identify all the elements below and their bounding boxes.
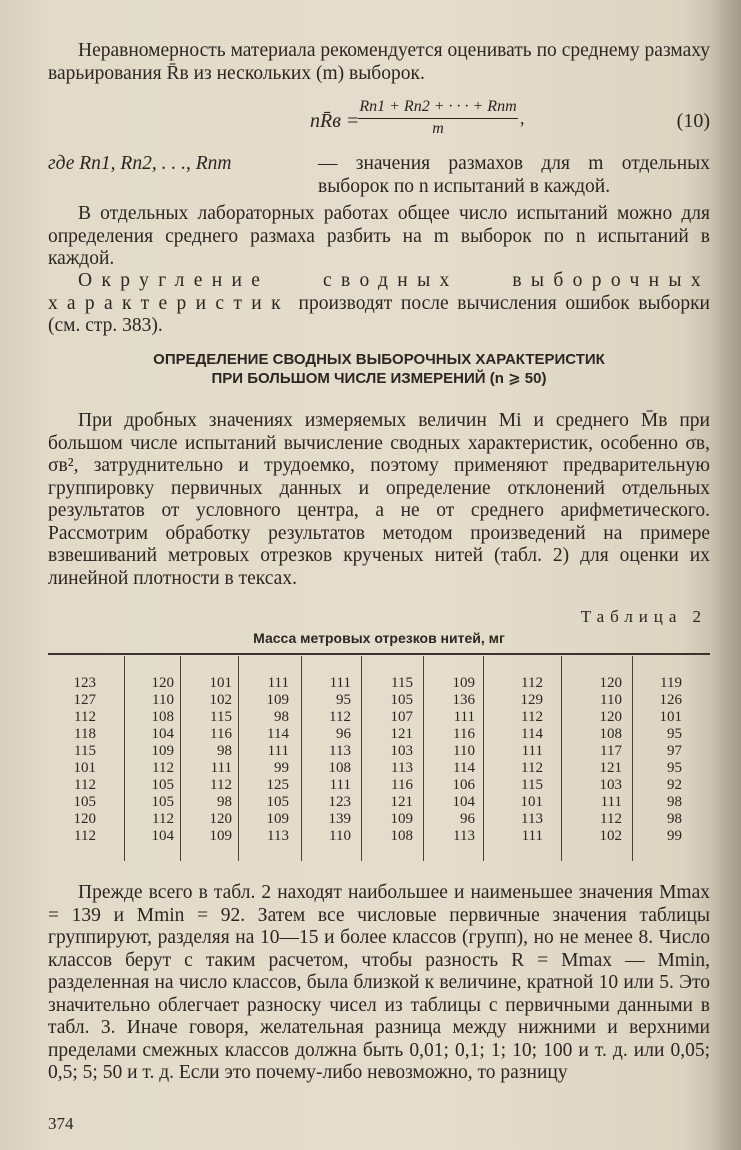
page-number: 374 [48, 1114, 74, 1133]
table-cell: 109 [266, 692, 289, 708]
formula-numerator: Rn1 + Rn2 + · · · + Rnm [358, 98, 518, 119]
table-cell: 120 [73, 811, 96, 827]
table-cell: 139 [328, 811, 351, 827]
table-cell: 112 [74, 709, 96, 725]
table-cell: 105 [151, 777, 174, 793]
table-cell: 99 [274, 760, 289, 776]
table-cell: 105 [73, 794, 96, 810]
table-column-1 [48, 675, 96, 845]
table-cell: 117 [600, 743, 622, 759]
column-rule [301, 656, 302, 861]
table-cell: 98 [274, 709, 289, 725]
table-cell: 109 [390, 811, 413, 827]
table-cell: 112 [210, 777, 232, 793]
table-column-5 [305, 675, 351, 845]
table-cell: 114 [453, 760, 475, 776]
table-column-3 [184, 675, 232, 845]
formula-lhs: nR̄в = [310, 110, 360, 132]
formula-terms: где Rn1, Rn2, . . ., Rnm [48, 153, 232, 174]
table-cell: 115 [391, 675, 413, 691]
formula-10 [48, 98, 710, 144]
table-column-10 [636, 675, 682, 845]
table-cell: 103 [599, 777, 622, 793]
table-cell: 116 [453, 726, 475, 742]
table-cell: 109 [151, 743, 174, 759]
table-cell: 112 [152, 760, 174, 776]
table-cell: 111 [329, 675, 351, 691]
table-cell: 111 [267, 675, 289, 691]
table-cell: 111 [600, 794, 622, 810]
table-cell: 121 [390, 726, 413, 742]
table-cell: 120 [599, 675, 622, 691]
table-cell: 115 [74, 743, 96, 759]
table-cell: 120 [151, 675, 174, 691]
table-cell: 92 [667, 777, 682, 793]
table-cell: 112 [329, 709, 351, 725]
column-rule [180, 656, 181, 861]
formula-number: (10) [676, 110, 710, 132]
table-number: Таблица 2 [580, 607, 707, 626]
table-cell: 106 [452, 777, 475, 793]
table-cell: 104 [452, 794, 475, 810]
table-column-6 [365, 675, 413, 845]
page-edge-shadow [711, 0, 741, 1150]
table-cell: 105 [266, 794, 289, 810]
column-rule [632, 656, 633, 861]
table-top-rule [48, 653, 710, 655]
table-cell: 101 [520, 794, 543, 810]
section-heading [48, 350, 710, 388]
table-cell: 113 [267, 828, 289, 844]
paragraph-rounding-rest: производят после вычисления ошибок выборки (см. стр. 383). [48, 292, 710, 336]
table-cell: 111 [329, 777, 351, 793]
table-cell: 113 [521, 811, 543, 827]
table-cell: 95 [667, 726, 682, 742]
paragraph-grouping: Прежде всего в табл. 2 находят наибольшее и наименьшее значения Mmax = 139 и Mmin = 92. Затем все числовые первичные значения таблицы группируют, разделяя на 10—15 и более классов (групп), но не менее 8. Число классов берут с таким расчетом, чтобы разность R = Mmax — Mmin, разделенная на число классов, была близкой к величине, кратной 10 или 5. Это значительно облегчает разноску чисел из таблицы с первичными данными в табл. 3. Иначе говоря, желательная разница между нижними и верхними пределами смежных классов должна быть 0,01; 0,1; 1; 10; 100 и т. д. или 0,05; 0,5; 5; 50 и т. д. Если это почему-либо невозможно, то разницу [48, 882, 710, 1083]
section-heading-line2: ПРИ БОЛЬШОМ ЧИСЛЕ ИЗМЕРЕНИЙ (n ⩾ 50) [211, 370, 547, 387]
table-cell: 113 [453, 828, 475, 844]
table-column-2 [128, 675, 174, 845]
table-cell: 104 [151, 828, 174, 844]
table-cell: 110 [152, 692, 174, 708]
table-column-4 [242, 675, 289, 845]
table-cell: 110 [329, 828, 351, 844]
table-cell: 115 [521, 777, 543, 793]
table-cell: 119 [660, 675, 682, 691]
table-cell: 108 [390, 828, 413, 844]
table-cell: 95 [667, 760, 682, 776]
table-cell: 109 [452, 675, 475, 691]
table-cell: 107 [390, 709, 413, 725]
table-column-9 [565, 675, 622, 845]
table-cell: 112 [74, 777, 96, 793]
column-rule [483, 656, 484, 861]
table-cell: 98 [217, 794, 232, 810]
table-cell: 112 [521, 709, 543, 725]
table-cell: 111 [210, 760, 232, 776]
table-cell: 102 [209, 692, 232, 708]
table-cell: 129 [520, 692, 543, 708]
table-cell: 126 [659, 692, 682, 708]
table-cell: 103 [390, 743, 413, 759]
column-rule [561, 656, 562, 861]
paragraph-intro: Неравномерность материала рекомендуется оценивать по среднему размаху варьирования R̄в из нескольких (m) выборок. [48, 40, 710, 84]
table-cell: 136 [452, 692, 475, 708]
table-cell: 111 [521, 743, 543, 759]
paragraph-method: При дробных значениях измеряемых величин Mi и среднего M̄в при большом числе испытаний вычисление сводных характеристик, особенно σв, σв², затруднительно и трудоемко, поэтому применяют предварительную группировку первичных данных и определение отклонений отдельных результатов от условного центра, а не от среднего арифметического. Рассмотрим обработку результатов методом произведений на примере взвешиваний метровых отрезков крученых нитей (табл. 2) для оценки их линейной плотности в тексах. [48, 410, 710, 589]
table-cell: 105 [390, 692, 413, 708]
table-cell: 116 [210, 726, 232, 742]
table-cell: 114 [267, 726, 289, 742]
table-cell: 97 [667, 743, 682, 759]
table-cell: 110 [453, 743, 475, 759]
table-cell: 113 [391, 760, 413, 776]
table-cell: 118 [74, 726, 96, 742]
table-cell: 113 [329, 743, 351, 759]
table-cell: 120 [209, 811, 232, 827]
table-cell: 120 [599, 709, 622, 725]
table-cell: 114 [521, 726, 543, 742]
table-cell: 123 [73, 675, 96, 691]
table-cell: 116 [391, 777, 413, 793]
table-cell: 111 [267, 743, 289, 759]
data-table [48, 653, 710, 865]
formula-denominator: m [432, 120, 444, 137]
table-cell: 108 [328, 760, 351, 776]
column-rule [124, 656, 125, 861]
table-cell: 115 [210, 709, 232, 725]
table-cell: 105 [151, 794, 174, 810]
table-cell: 101 [209, 675, 232, 691]
table-cell: 109 [266, 811, 289, 827]
table-cell: 111 [453, 709, 475, 725]
formula-terms-meaning: — значения размахов для m отдельных выборок по n испытаний в каждой. [318, 153, 710, 197]
table-cell: 123 [328, 794, 351, 810]
spaced-term: Округление сводных выборочных характеристик [48, 270, 710, 314]
table-cell: 112 [521, 760, 543, 776]
paragraph-lab-work: В отдельных лабораторных работах общее число испытаний можно для определения среднего размаха разбить на m выборок по n испытаний в каждой. [48, 203, 710, 269]
table-cell: 121 [599, 760, 622, 776]
table-cell: 96 [336, 726, 351, 742]
table-cell: 108 [599, 726, 622, 742]
table-cell: 112 [521, 675, 543, 691]
formula-fraction [358, 98, 518, 138]
table-cell: 127 [73, 692, 96, 708]
column-rule [423, 656, 424, 861]
table-cell: 98 [667, 794, 682, 810]
table-column-8 [487, 675, 543, 845]
table-cell: 96 [460, 811, 475, 827]
column-rule [361, 656, 362, 861]
table-cell: 98 [217, 743, 232, 759]
table-cell: 98 [667, 811, 682, 827]
table-cell: 110 [600, 692, 622, 708]
table-cell: 112 [152, 811, 174, 827]
table-cell: 109 [209, 828, 232, 844]
paragraph-rounding [48, 270, 710, 338]
table-cell: 111 [521, 828, 543, 844]
table-caption: Масса метровых отрезков нитей, мг [253, 630, 505, 646]
table-cell: 101 [73, 760, 96, 776]
section-heading-line1: ОПРЕДЕЛЕНИЕ СВОДНЫХ ВЫБОРОЧНЫХ ХАРАКТЕРИСТИК [153, 351, 605, 368]
table-cell: 125 [266, 777, 289, 793]
table-cell: 104 [151, 726, 174, 742]
table-cell: 95 [336, 692, 351, 708]
column-rule [238, 656, 239, 861]
table-cell: 102 [599, 828, 622, 844]
table-cell: 112 [74, 828, 96, 844]
table-cell: 108 [151, 709, 174, 725]
table-column-7 [427, 675, 475, 845]
table-cell: 112 [600, 811, 622, 827]
table-cell: 101 [659, 709, 682, 725]
formula-comma: , [520, 108, 525, 128]
table-cell: 99 [667, 828, 682, 844]
table-cell: 121 [390, 794, 413, 810]
